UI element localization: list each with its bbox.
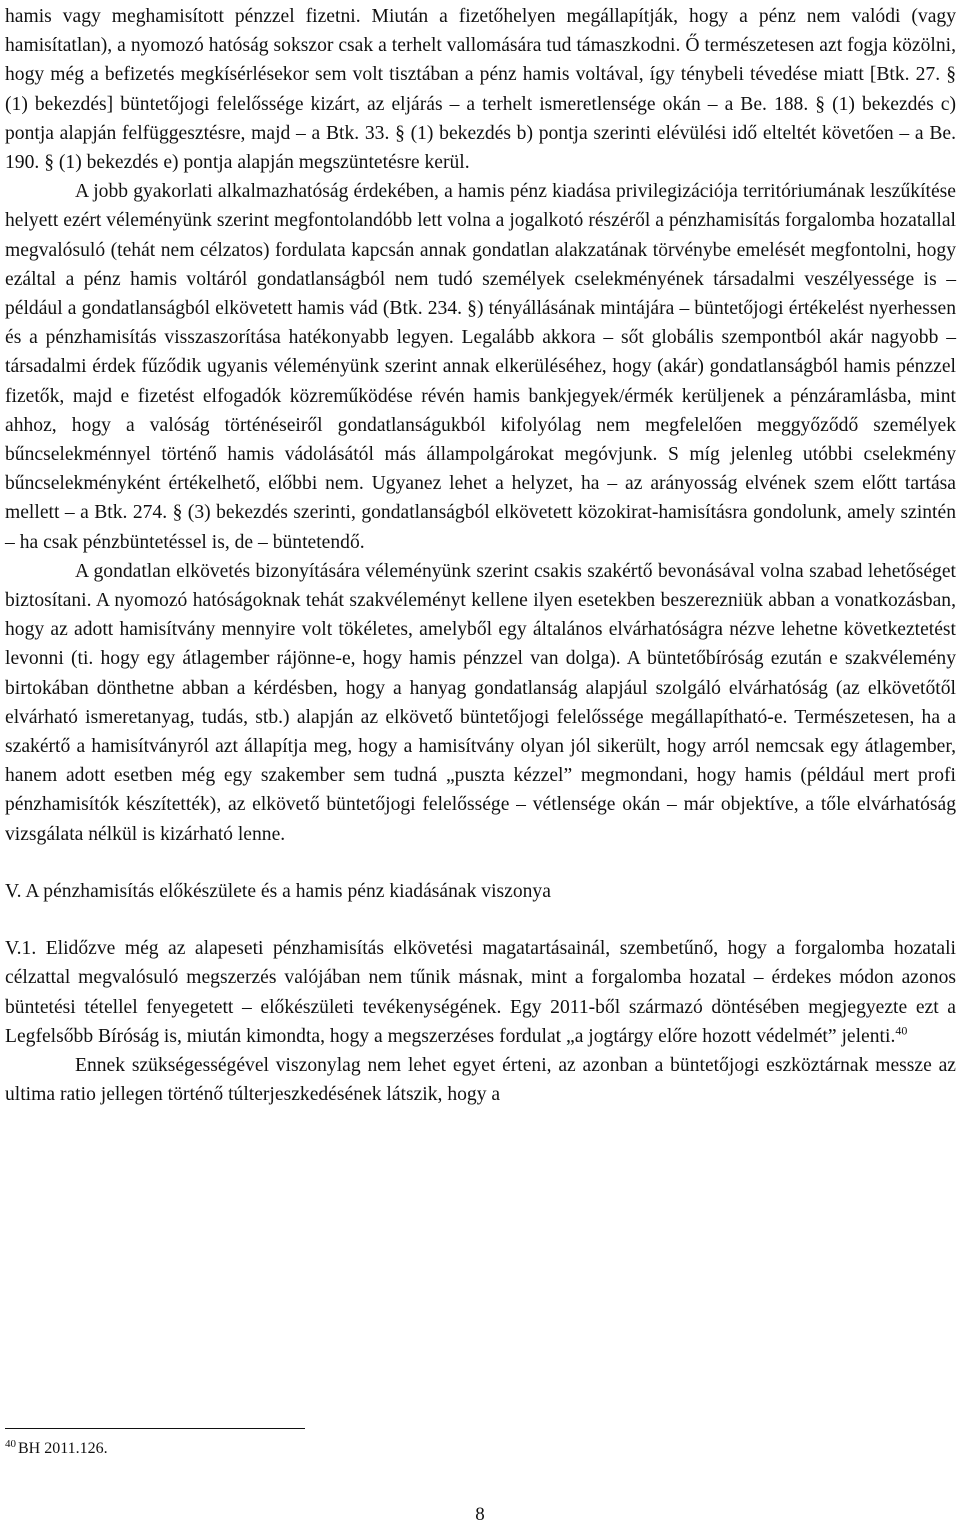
footnote-number: 40: [5, 1437, 16, 1450]
footnote-separator: [5, 1428, 305, 1429]
paragraph-2: A jobb gyakorlati alkalmazhatóság érdekében, a hamis pénz kiadása privilegizációja territóriumának leszűkítése helyett ezért véleményünk szerint megfontolandóbb lett volna a jogalkotó részéről a pénzhamisítás forgalomba hozatallal megvalósuló (tehát nem célzatos) fordulata kapcsán annak gondatlan alakzatának törvénybe emelését megfontolni, hogy ezáltal a pénz hamis voltáról gondatlanságból nem tudó személyek cselekményének társadalmi veszélyessége is – például a gondatlanságból elkövetett hamis vád (Btk. 234. §) tényállásának mintájára – büntetőjogi értékelést nyerhessen és a pénzhamisítás visszaszorítása hatékonyabb legyen. Legalább akkora – sőt globális szempontból akár nagyobb – társadalmi érdek fűződik ugyanis véleményünk szerint annak elkerüléséhez, hogy (akár) gondatlanságból hamis pénzzel fizetők, majd e fizetést elfogadók közreműködése révén hamis bankjegyek/érmék kerüljenek a pénzáramlásba, mint ahhoz, hogy a valóság történéseiről gondatlanságukból kifolyólag nem megfelelően meggyőződő személyek bűncselekménnyel történő hamis vádolásától más állampolgárokat megóvjunk. S míg jelenleg utóbbi cselekmény bűncselekményként értékelhető, előbbi nem. Ugyanez lehet a helyzet, ha – az arányosság elvének szem előtt tartása mellett – a Btk. 274. § (3) bekezdés szerinti, gondatlanságból elkövetett közokirat-hamisításra gondolunk, amely szintén – ha csak pénzbüntetéssel is, de – büntetendő.: [5, 181, 956, 553]
spacer: [5, 849, 956, 877]
footnote-area: [5, 1428, 956, 1459]
final-paragraph: Ennek szükségességével viszonylag nem lehet egyet érteni, az azonban a büntetőjogi eszköztárnak messze az ultima ratio jellegen történő túlterjeszkedésének látszik, hogy a: [5, 1054, 956, 1106]
footnote-reference[interactable]: 40: [895, 1023, 908, 1038]
subsection-paragraph: [5, 934, 956, 1051]
subsection-text: V.1. Elidőzve még az alapeseti pénzhamisítás elkövetési magatartásainál, szembetűnő, hogy a forgalomba hozatali célzattal megvalósuló megszerzés valójában nem tűnik másnak, mint a forgalomba hozatal – érdekes módon azonos büntetési tétellel fenyegetett – előkészületi tevékenységének. Egy 2011-ből származó döntésében megjegyezte ezt a Legfelsőbb Bíróság is, miután kimondta, hogy a megszerzéses fordulat „a jogtárgy előre hozott védelmét” jelenti.: [5, 938, 956, 1047]
section-heading: V. A pénzhamisítás előkészülete és a hamis pénz kiadásának viszonya: [5, 880, 551, 902]
body-text: [5, 2, 956, 1109]
spacer: [5, 906, 956, 934]
paragraph-1: hamis vagy meghamisított pénzzel fizetni. Miután a fizetőhelyen megállapítják, hogy a pénz nem valódi (vagy hamisítatlan), a nyomozó hatóság sokszor csak a terhelt vallomására tud támaszkodni. Ő természetesen azt fogja közölni, hogy még a befizetés megkísérlésekor sem volt tisztában a pénz hamis voltával, így ténybeli tévedése miatt [Btk. 27. § (1) bekezdés] büntetőjogi felelőssége kizárt, az eljárás – a terhelt ismeretlensége okán – a Be. 188. § (1) bekezdés c) pontja alapján felfüggesztésre, majd – a Btk. 33. § (1) bekezdés b) pontja szerinti elévülési idő elteltét követően – a Be. 190. § (1) bekezdés e) pontja alapján megszüntetésre kerül.: [5, 6, 956, 174]
paragraph-3: A gondatlan elkövetés bizonyítására véleményünk szerint csakis szakértő bevonásával volna szabad lehetőséget biztosítani. A nyomozó hatóságoknak tehát szakvéleményt kellene ilyen esetekben beszerezniük abban a vonatkozásban, hogy az adott hamisítvány mennyire volt tökéletes, amelyből egy általános elvárhatóságra nézve lehetne következtetést levonni (ti. hogy egy átlagember rájönne-e, hogy hamis pénzzel van dolga). A büntetőbíróság ezután e szakvélemény birtokában dönthetne abban a kérdésben, hogy a hanyag gondatlanság alapjául szolgáló elvárhatóság (az elkövetőtől elvárható ismeretanyag, tudás, stb.) alapján az elkövető büntetőjogi felelőssége megállapítható-e. Természetesen, ha a szakértő a hamisítványról azt állapítja meg, hogy a hamisítvány olyan jól sikerült, hogy arról nemcsak egy átlagember, hanem adott esetben még egy szakember sem tudná „puszta kézzel” megmondani, hogy hamis (például mert profi pénzhamisítók készítették), az elkövető büntetőjogi felelőssége – vétlensége okán – már objektíve, a tőle elvárhatóság vizsgálata nélkül is kizárható lenne.: [5, 560, 956, 845]
footnote-text: BH 2011.126.: [18, 1440, 108, 1457]
footnote: [5, 1439, 956, 1459]
page-number: 8: [475, 1504, 485, 1525]
